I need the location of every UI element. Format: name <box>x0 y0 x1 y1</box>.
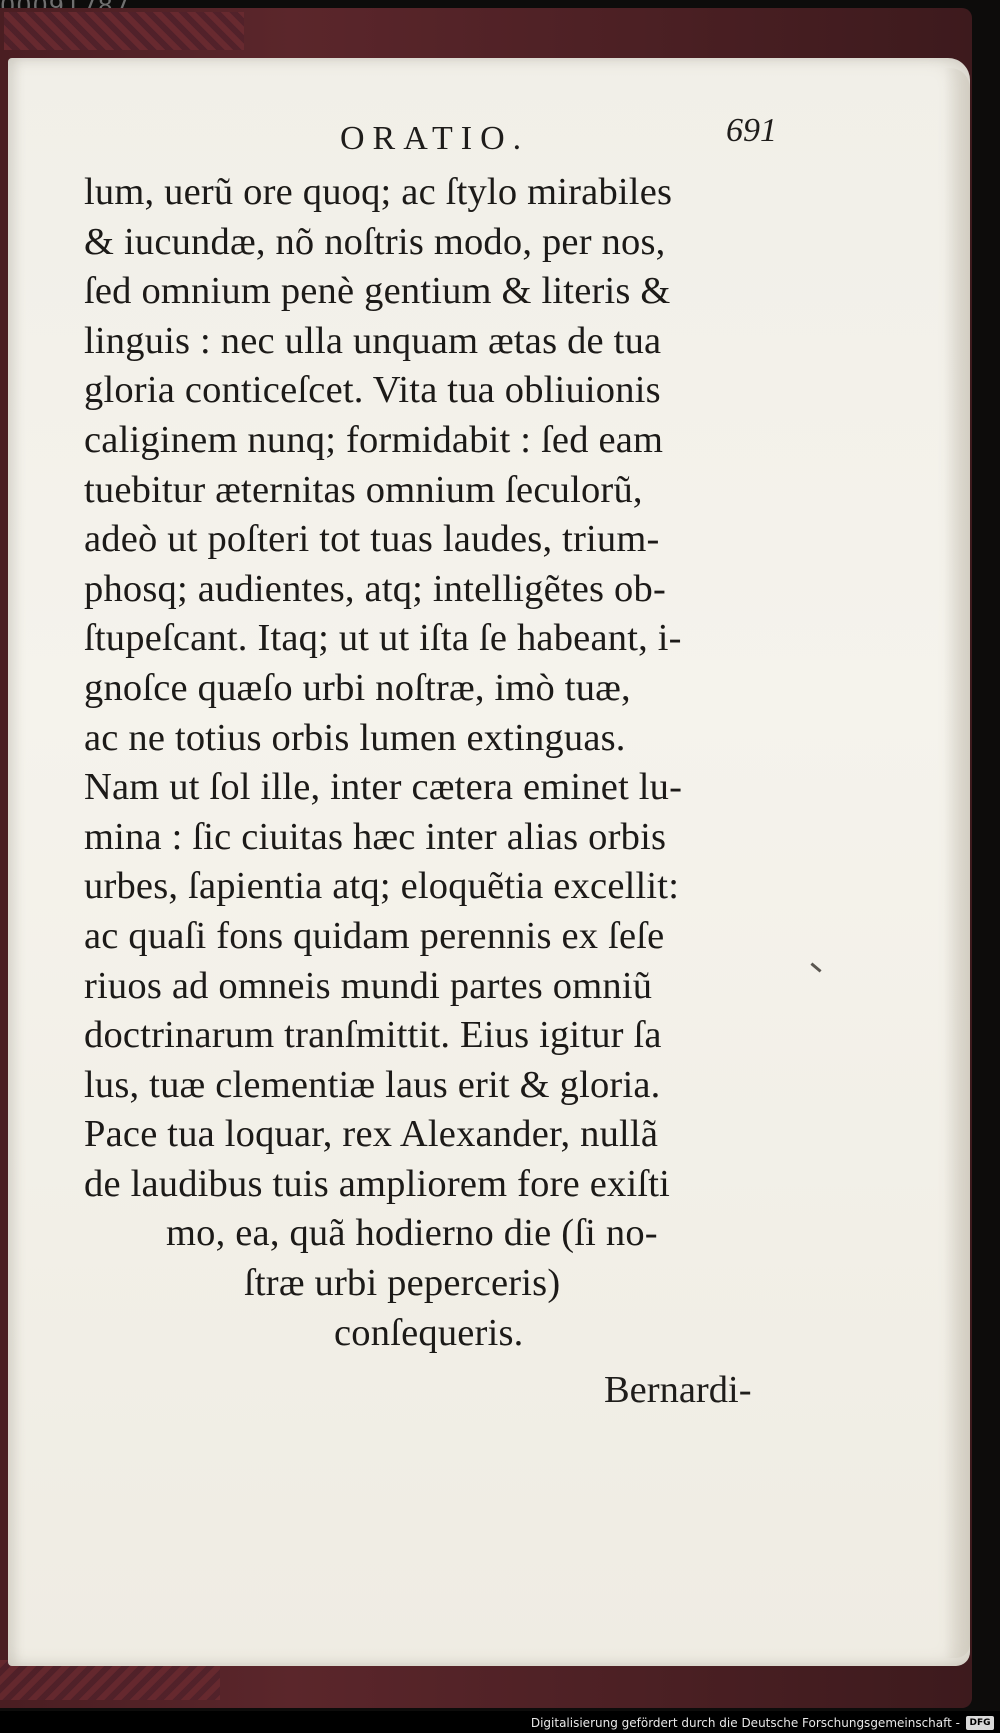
text-line: ac ne totius orbis lumen extinguas. <box>84 716 626 759</box>
text-line: ac quaſi fons quidam perennis ex ſeſe <box>84 914 665 957</box>
page-edge-shadow <box>944 68 970 1658</box>
text-line: lus, tuæ clementiæ laus erit & gloria. <box>84 1063 661 1106</box>
text-line: urbes, ſapientia atq; eloquẽtia excellit: <box>84 865 680 908</box>
text-line: lum, uerũ ore quoq; ac ſtylo mirabiles <box>84 171 673 213</box>
text-line: doctrinarum tranſmittit. Eius igitur ſa <box>84 1014 662 1057</box>
text-line: caliginem nunq; formidabit : ſed eam <box>84 418 664 461</box>
text-line: adeò ut poſteri tot tuas laudes, trium- <box>84 518 660 561</box>
footer-credit: Digitalisierung gefördert durch die Deutsche Forschungsgemeinschaft - <box>530 1716 960 1730</box>
text-line: Nam ut ſol ille, inter cætera eminet lu- <box>84 766 683 809</box>
text-line: ſtupeſcant. Itaq; ut ut iſta ſe habeant, i- <box>84 617 682 660</box>
text-line: phosq; audientes, atq; intelligẽtes ob- <box>84 567 666 610</box>
text-line-centered: mo, ea, quã hodierno die (ſi no- <box>166 1212 658 1255</box>
text-line: de laudibus tuis ampliorem fore exiſti <box>84 1162 671 1205</box>
text-line: riuos ad omneis mundi partes omniũ <box>84 964 653 1007</box>
page-number: 691 <box>726 112 777 149</box>
text-line-centered: ſtræ urbi peperceris) <box>244 1262 561 1305</box>
text-line: gnoſce quæſo urbi noſtræ, imò tuæ, <box>84 666 631 709</box>
text-line: gloria conticeſcet. Vita tua obliuionis <box>84 369 661 412</box>
catchword: Bernardi- <box>604 1369 752 1411</box>
text-line: linguis : nec ulla unquam ætas de tua <box>84 319 662 362</box>
text-line: & iucundæ, nõ noſtris modo, per nos, <box>84 220 666 263</box>
text-line: tuebitur æternitas omnium ſeculorũ, <box>84 468 643 511</box>
page-body-text <box>84 168 804 1358</box>
dfg-logo: DFG <box>966 1716 994 1730</box>
footer-bar <box>0 1711 1000 1733</box>
binding-corner-top <box>4 12 244 50</box>
binding-corner-bottom <box>0 1660 220 1700</box>
text-line: Pace tua loquar, rex Alexander, nullã <box>84 1113 659 1156</box>
text-line-centered: conſequeris. <box>334 1311 524 1354</box>
text-line: ſed omnium penè gentium & literis & <box>84 270 671 313</box>
running-head: ORATIO. <box>340 120 530 157</box>
text-line: mina : ſic ciuitas hæc inter alias orbis <box>84 815 667 858</box>
